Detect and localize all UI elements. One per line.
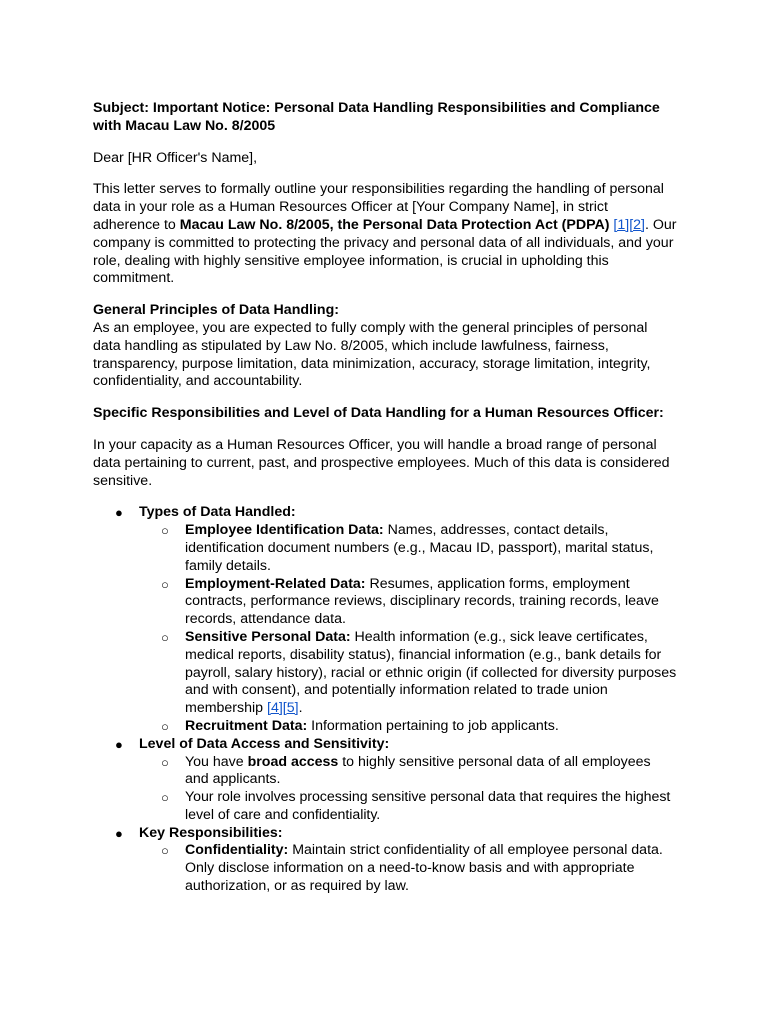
- general-heading: [93, 302, 678, 320]
- intro-paragraph: [93, 181, 678, 288]
- list-item: [139, 842, 678, 895]
- general-heading-text: General Principles of Data Handling:: [93, 302, 339, 319]
- citation-link-4[interactable]: [4]: [267, 700, 283, 717]
- item-text: Health information (e.g., sick leave certificates, medical reports, disability status), financial information (e.g., bank details for payroll, salary history), racial or ethnic origin (if collected for diversity purposes and with consent), and potentially information related to trade union membership: [185, 628, 677, 717]
- item-label: Confidentiality:: [185, 842, 289, 859]
- list-item: [139, 576, 678, 629]
- circle-bullet-icon: ○: [161, 790, 169, 806]
- citation-link-2[interactable]: [2]: [629, 216, 645, 233]
- item-text: Names, addresses, contact details, identification document numbers (e.g., Macau ID, passport), marital status, family details.: [185, 522, 654, 574]
- subject-text: Subject: Important Notice: Personal Data Handling Responsibilities and Compliance with Macau Law No. 8/2005: [93, 100, 660, 134]
- citation-link-1[interactable]: [1]: [613, 216, 630, 233]
- circle-bullet-icon: ○: [161, 629, 169, 645]
- key-sublist: [139, 842, 678, 895]
- bullet-icon: ●: [115, 505, 123, 521]
- list-item: [139, 522, 678, 575]
- specific-heading-text: Specific Responsibilities and Level of Data Handling for a Human Resources Officer:: [93, 405, 664, 422]
- circle-bullet-icon: ○: [161, 843, 169, 859]
- item-label: Employee Identification Data:: [185, 522, 384, 539]
- list-item: [139, 629, 678, 718]
- specific-heading: [93, 405, 678, 423]
- list-item: [139, 754, 678, 790]
- list-item-types: [93, 504, 678, 735]
- responsibility-list: [93, 504, 678, 896]
- list-item-key: [93, 825, 678, 896]
- item-label: Sensitive Personal Data:: [185, 628, 351, 645]
- circle-bullet-icon: ○: [161, 523, 169, 539]
- item-label: Recruitment Data:: [185, 717, 308, 734]
- citation-link-5[interactable]: [5]: [282, 700, 299, 717]
- item-text: You have: [185, 753, 248, 770]
- circle-bullet-icon: ○: [161, 754, 169, 770]
- greeting: Dear [HR Officer's Name],: [93, 149, 258, 166]
- item-text: Your role involves processing sensitive personal data that requires the highest level of care and confidentiality.: [185, 789, 671, 823]
- item-text: Maintain strict confidentiality of all employee personal data. Only disclose information on a need-to-know basis and with appropriate authorization, or as required by law.: [185, 842, 663, 895]
- bullet-icon: ●: [115, 825, 123, 841]
- item-bold: broad access: [247, 753, 339, 770]
- item-text: Resumes, application forms, employment contracts, performance reviews, disciplinary records, training records, leave records, attendance data.: [185, 575, 659, 628]
- item-label: Employment-Related Data:: [185, 575, 366, 592]
- specific-body: In your capacity as a Human Resources Officer, you will handle a broad range of personal data pertaining to current, past, and prospective employees. Much of this data is considered sensitive.: [93, 436, 670, 489]
- intro-text-1: This letter serves to formally outline your responsibilities regarding the handling of personal data in your role as a Human Resources Officer at [Your Company Name], in strict adherence to: [93, 181, 664, 233]
- circle-bullet-icon: ○: [161, 718, 169, 734]
- item-text: Information pertaining to job applicants.: [307, 717, 559, 734]
- list-item: [139, 718, 678, 736]
- access-sublist: [139, 754, 678, 825]
- intro-text-2: . Our company is committed to protecting the privacy and personal data of all individuals, and your role, dealing with highly sensitive employee information, is crucial in upholding this commitment.: [93, 216, 677, 287]
- access-heading: Level of Data Access and Sensitivity:: [139, 735, 390, 752]
- subject-line: [93, 100, 678, 136]
- general-body: As an employee, you are expected to fully comply with the general principles of personal data handling as stipulated by Law No. 8/2005, which include lawfulness, fairness, transparency, purpose limitation, data minimization, accuracy, storage limitation, integrity, confidentiality, and accountability.: [93, 319, 651, 390]
- key-heading: Key Responsibilities:: [139, 824, 283, 841]
- list-item-access: [93, 736, 678, 825]
- types-sublist: [139, 522, 678, 736]
- intro-law-name: Macau Law No. 8/2005, the Personal Data Protection Act (PDPA): [179, 216, 610, 233]
- item-text: to highly sensitive personal data of all employees and applicants.: [185, 753, 651, 788]
- circle-bullet-icon: ○: [161, 576, 169, 592]
- list-item: [139, 789, 678, 825]
- item-end: .: [298, 700, 303, 717]
- bullet-icon: ●: [115, 736, 123, 752]
- types-heading: Types of Data Handled:: [139, 504, 296, 521]
